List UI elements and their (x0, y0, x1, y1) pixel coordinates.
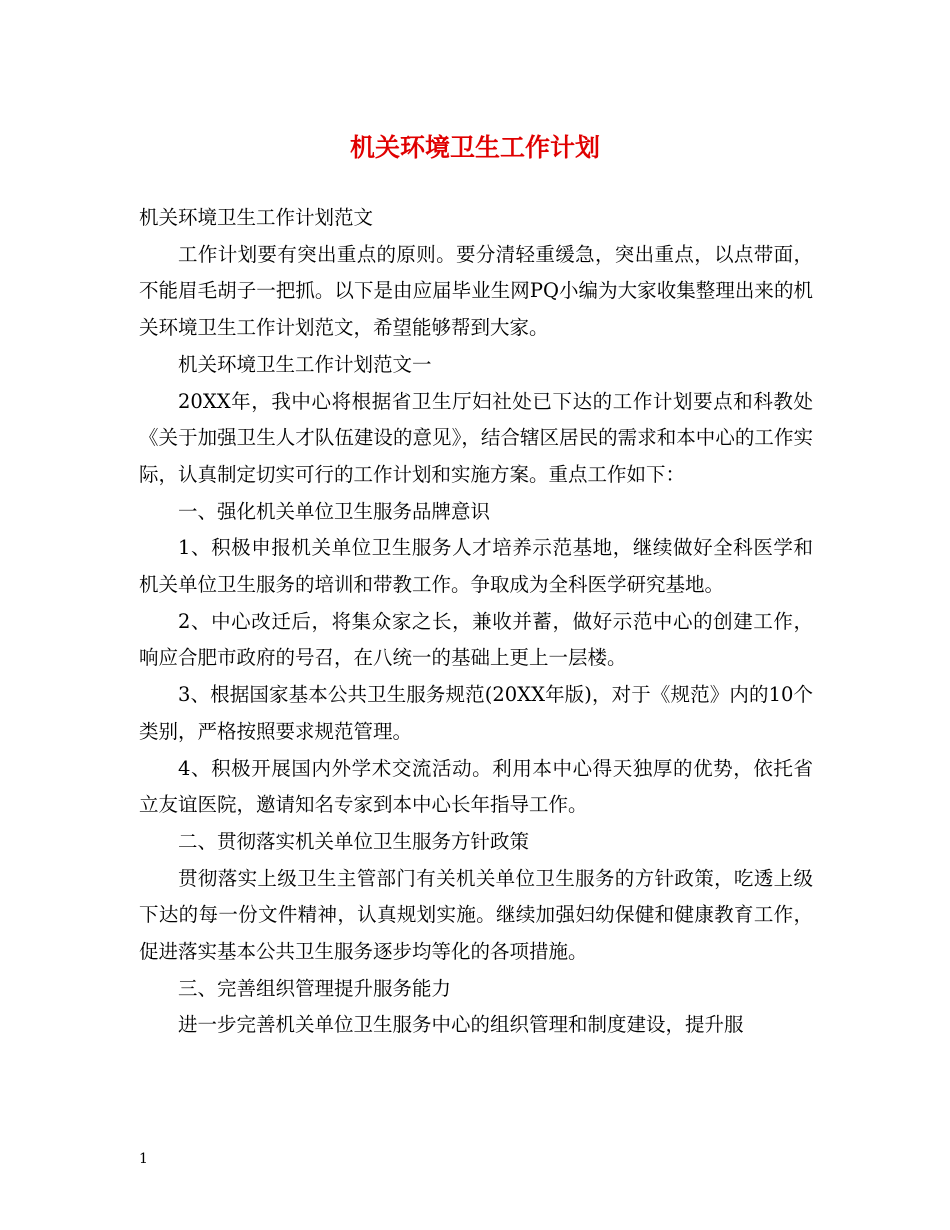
paragraph-plan-overview: 20XX年，我中心将根据省卫生厅妇社处已下达的工作计划要点和科教处《关于加强卫生人才队伍建设的意见》，结合辖区居民的需求和本中心的工作实际，认真制定切实可行的工作计划和实施方案。重点工作如下： (139, 389, 813, 486)
paragraph-item-4: 4、积极开展国内外学术交流活动。利用本中心得天独厚的优势，依托省立友谊医院，邀请知名专家到本中心长年指导工作。 (139, 756, 813, 817)
document-title: 机关环境卫生工作计划 (349, 133, 600, 162)
paragraph-section-heading: 机关环境卫生工作计划范文一 (178, 352, 432, 376)
paragraph-intro: 工作计划要有突出重点的原则。要分清轻重缓急，突出重点，以点带面，不能眉毛胡子一把抓。以下是由应届毕业生网PQ小编为大家收集整理出来的机关环境卫生工作计划范文，希望能够帮到大家。 (139, 242, 813, 340)
paragraph-part-three: 进一步完善机关单位卫生服务中心的组织管理和制度建设，提升服 (178, 1013, 744, 1037)
page-number: 1 (139, 1151, 148, 1167)
paragraph-item-3: 3、根据国家基本公共卫生服务规范(20XX年版)，对于《规范》内的10个类别，严格按照要求规范管理。 (139, 683, 813, 743)
document-body (139, 200, 813, 1044)
heading-part-three: 三、完善组织管理提升服务能力 (178, 976, 452, 1000)
paragraph-subtitle: 机关环境卫生工作计划范文 (139, 206, 374, 229)
paragraph-item-1: 1、积极申报机关单位卫生服务人才培养示范基地，继续做好全科医学和机关单位卫生服务的培训和带教工作。争取成为全科医学研究基地。 (139, 536, 813, 597)
heading-part-two: 二、贯彻落实机关单位卫生服务方针政策 (178, 829, 530, 853)
paragraph-part-two: 贯彻落实上级卫生主管部门有关机关单位卫生服务的方针政策，吃透上级下达的每一份文件精神，认真规划实施。继续加强妇幼保健和健康教育工作，促进落实基本公共卫生服务逐步均等化的各项措施。 (139, 866, 813, 964)
paragraph-item-2: 2、中心改迁后，将集众家之长，兼收并蓄，做好示范中心的创建工作，响应合肥市政府的号召，在八统一的基础上更上一层楼。 (139, 609, 813, 670)
heading-part-one: 一、强化机关单位卫生服务品牌意识 (178, 499, 491, 523)
